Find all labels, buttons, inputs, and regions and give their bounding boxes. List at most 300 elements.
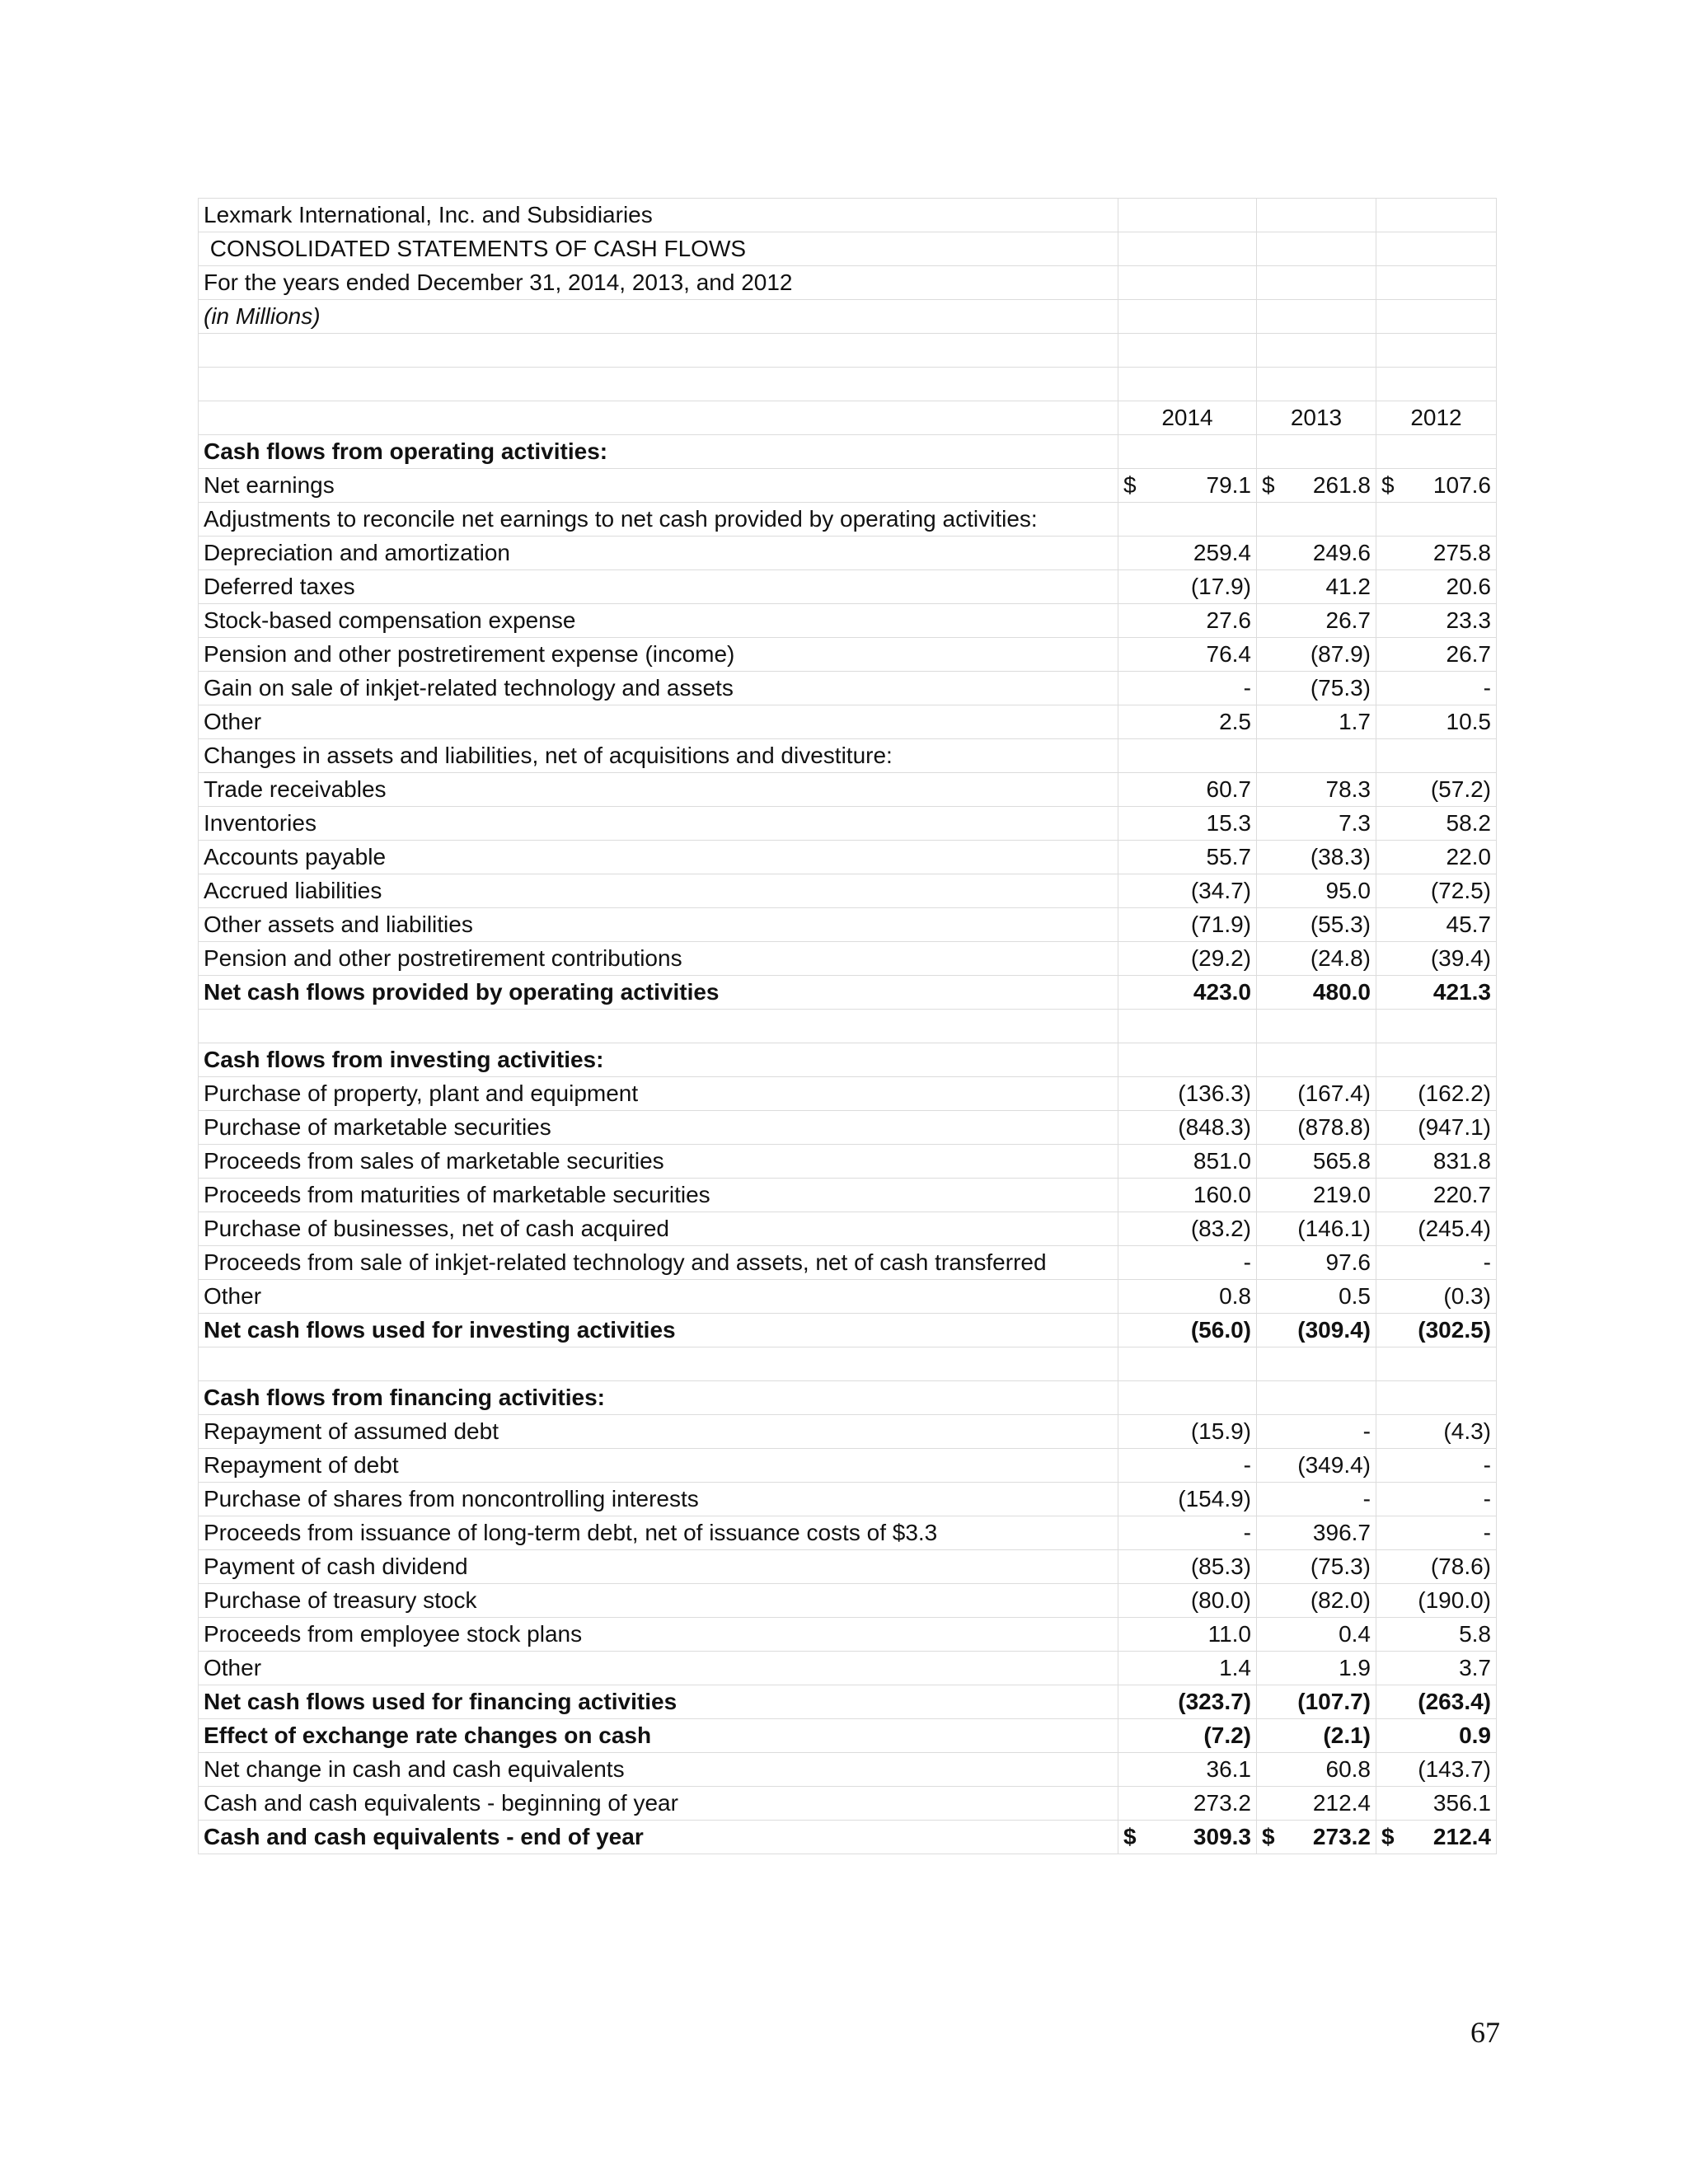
cell-value: 27.6 bbox=[1206, 607, 1251, 633]
statement-row bbox=[199, 1685, 1497, 1719]
currency-symbol: $ bbox=[1262, 1824, 1275, 1849]
statement-row bbox=[199, 807, 1497, 841]
row-label: Proceeds from issuance of long-term debt, net of issuance costs of $3.3 bbox=[199, 1516, 1118, 1550]
cell-value: 423.0 bbox=[1193, 979, 1251, 1005]
statement-body bbox=[199, 199, 1497, 1854]
cell-value: 5.8 bbox=[1459, 1621, 1491, 1647]
value-2014 bbox=[1118, 1043, 1257, 1077]
cell-value: (190.0) bbox=[1418, 1587, 1491, 1613]
value-2012 bbox=[1376, 705, 1497, 739]
cell-value: 831.8 bbox=[1432, 1148, 1491, 1174]
row-label: Net change in cash and cash equivalents bbox=[199, 1753, 1118, 1787]
statement-row bbox=[199, 638, 1497, 672]
row-label: Effect of exchange rate changes on cash bbox=[199, 1719, 1118, 1753]
cell-value: 396.7 bbox=[1312, 1520, 1371, 1545]
cell-value: 26.7 bbox=[1446, 641, 1491, 667]
value-2014 bbox=[1118, 1584, 1257, 1618]
value-2014 bbox=[1118, 1010, 1257, 1043]
value-2014 bbox=[1118, 1415, 1257, 1449]
value-2013 bbox=[1257, 1449, 1376, 1483]
value-2014 bbox=[1118, 1212, 1257, 1246]
cell-value: 95.0 bbox=[1325, 878, 1371, 903]
statement-row bbox=[199, 874, 1497, 908]
row-label: Cash flows from financing activities: bbox=[199, 1381, 1118, 1415]
statement-row bbox=[199, 739, 1497, 773]
cell-value: (87.9) bbox=[1310, 641, 1371, 667]
title-row-company bbox=[199, 199, 1497, 232]
cell-value: (34.7) bbox=[1190, 878, 1251, 903]
statement-row bbox=[199, 1787, 1497, 1821]
cell-value: 78.3 bbox=[1325, 776, 1371, 802]
cell-value: 60.8 bbox=[1325, 1756, 1371, 1782]
value-2012 bbox=[1376, 976, 1497, 1010]
value-2012 bbox=[1376, 604, 1497, 638]
cell-value: 107.6 bbox=[1432, 472, 1491, 498]
cell-value: (245.4) bbox=[1418, 1216, 1491, 1241]
row-label: Inventories bbox=[199, 807, 1118, 841]
statement-row bbox=[199, 570, 1497, 604]
cell-value: 1.4 bbox=[1219, 1655, 1251, 1680]
cell-value: (323.7) bbox=[1178, 1689, 1251, 1714]
value-2012 bbox=[1376, 570, 1497, 604]
statement-row bbox=[199, 672, 1497, 705]
value-2012 bbox=[1376, 1584, 1497, 1618]
cell-value: - bbox=[1483, 1486, 1491, 1511]
cell-value: 160.0 bbox=[1193, 1182, 1251, 1207]
value-2014 bbox=[1118, 874, 1257, 908]
value-2013 bbox=[1257, 1821, 1376, 1854]
value-2013 bbox=[1257, 1246, 1376, 1280]
currency-symbol: $ bbox=[1123, 472, 1137, 498]
cell-value: (38.3) bbox=[1310, 844, 1371, 869]
company-name: Lexmark International, Inc. and Subsidiaries bbox=[199, 199, 1118, 232]
value-2013 bbox=[1257, 1685, 1376, 1719]
value-2012 bbox=[1376, 672, 1497, 705]
statement-row bbox=[199, 908, 1497, 942]
value-2012 bbox=[1376, 739, 1497, 773]
row-label: Deferred taxes bbox=[199, 570, 1118, 604]
statement-row bbox=[199, 1516, 1497, 1550]
cell-value: 0.5 bbox=[1339, 1283, 1371, 1309]
row-label: Cash and cash equivalents - beginning of year bbox=[199, 1787, 1118, 1821]
value-2012 bbox=[1376, 537, 1497, 570]
cell-value: - bbox=[1243, 1249, 1251, 1275]
value-2013 bbox=[1257, 503, 1376, 537]
cell-value: 0.4 bbox=[1339, 1621, 1371, 1647]
value-2013 bbox=[1257, 739, 1376, 773]
row-label: Changes in assets and liabilities, net of acquisitions and divestiture: bbox=[199, 739, 1118, 773]
spacer-row bbox=[199, 1010, 1497, 1043]
statement-row bbox=[199, 1179, 1497, 1212]
value-2013 bbox=[1257, 1753, 1376, 1787]
cell-value: 76.4 bbox=[1206, 641, 1251, 667]
row-label bbox=[199, 1347, 1118, 1381]
value-2012 bbox=[1376, 638, 1497, 672]
statement-row bbox=[199, 1145, 1497, 1179]
cell-value: (83.2) bbox=[1190, 1216, 1251, 1241]
value-2012 bbox=[1376, 807, 1497, 841]
value-2014 bbox=[1118, 1483, 1257, 1516]
statement-period: For the years ended December 31, 2014, 2013, and 2012 bbox=[199, 266, 1118, 300]
value-2012 bbox=[1376, 841, 1497, 874]
cell-value: 15.3 bbox=[1206, 810, 1251, 836]
statement-row bbox=[199, 1280, 1497, 1314]
cell-value: - bbox=[1243, 1520, 1251, 1545]
row-label: Cash flows from investing activities: bbox=[199, 1043, 1118, 1077]
cell-value: (56.0) bbox=[1190, 1317, 1251, 1343]
value-2014 bbox=[1118, 1685, 1257, 1719]
cell-value: 480.0 bbox=[1312, 979, 1371, 1005]
value-2013 bbox=[1257, 1347, 1376, 1381]
row-label: Depreciation and amortization bbox=[199, 537, 1118, 570]
value-2013 bbox=[1257, 1212, 1376, 1246]
value-2013 bbox=[1257, 1550, 1376, 1584]
cell-value: - bbox=[1483, 675, 1491, 701]
cell-value: 219.0 bbox=[1312, 1182, 1371, 1207]
value-2012 bbox=[1376, 1212, 1497, 1246]
cell-value: (263.4) bbox=[1418, 1689, 1491, 1714]
cell-value: (17.9) bbox=[1190, 574, 1251, 599]
value-2012 bbox=[1376, 1381, 1497, 1415]
cell-value: 26.7 bbox=[1325, 607, 1371, 633]
value-2012 bbox=[1376, 773, 1497, 807]
row-label: Repayment of assumed debt bbox=[199, 1415, 1118, 1449]
spacer-row bbox=[199, 334, 1497, 368]
row-label: Other bbox=[199, 705, 1118, 739]
value-2013 bbox=[1257, 942, 1376, 976]
cell-value: 1.9 bbox=[1339, 1655, 1371, 1680]
statement-row bbox=[199, 1753, 1497, 1787]
cell-value: (39.4) bbox=[1430, 945, 1491, 971]
value-2013 bbox=[1257, 1483, 1376, 1516]
cell-value: (154.9) bbox=[1178, 1486, 1251, 1511]
value-2013 bbox=[1257, 1584, 1376, 1618]
value-2013 bbox=[1257, 672, 1376, 705]
value-2013 bbox=[1257, 908, 1376, 942]
statement-row bbox=[199, 705, 1497, 739]
row-label: Other bbox=[199, 1280, 1118, 1314]
row-label: Repayment of debt bbox=[199, 1449, 1118, 1483]
row-label: Trade receivables bbox=[199, 773, 1118, 807]
value-2012 bbox=[1376, 1821, 1497, 1854]
value-2012 bbox=[1376, 1043, 1497, 1077]
value-2012 bbox=[1376, 908, 1497, 942]
statement-row bbox=[199, 942, 1497, 976]
cell-value: (78.6) bbox=[1430, 1554, 1491, 1579]
value-2014 bbox=[1118, 1449, 1257, 1483]
cell-value: (349.4) bbox=[1297, 1452, 1371, 1478]
value-2014 bbox=[1118, 1652, 1257, 1685]
value-2013 bbox=[1257, 1179, 1376, 1212]
statement-row bbox=[199, 841, 1497, 874]
row-label: Pension and other postretirement expense (income) bbox=[199, 638, 1118, 672]
value-2013 bbox=[1257, 1516, 1376, 1550]
cell-value: - bbox=[1362, 1486, 1371, 1511]
value-2014 bbox=[1118, 1111, 1257, 1145]
value-2012 bbox=[1376, 1483, 1497, 1516]
value-2012 bbox=[1376, 1652, 1497, 1685]
cell-value: (146.1) bbox=[1297, 1216, 1371, 1241]
year-header-2012: 2012 bbox=[1376, 401, 1497, 435]
value-2012 bbox=[1376, 874, 1497, 908]
cell-value: (947.1) bbox=[1418, 1114, 1491, 1140]
cell-value: (162.2) bbox=[1418, 1080, 1491, 1106]
statement-row bbox=[199, 1449, 1497, 1483]
value-2012 bbox=[1376, 1179, 1497, 1212]
row-label: Cash flows from operating activities: bbox=[199, 435, 1118, 469]
row-label: Proceeds from maturities of marketable securities bbox=[199, 1179, 1118, 1212]
page-number: 67 bbox=[1470, 2016, 1500, 2049]
value-2014 bbox=[1118, 1347, 1257, 1381]
statement-row bbox=[199, 537, 1497, 570]
cell-value: 45.7 bbox=[1446, 912, 1491, 937]
cell-value: 20.6 bbox=[1446, 574, 1491, 599]
value-2013 bbox=[1257, 976, 1376, 1010]
value-2013 bbox=[1257, 435, 1376, 469]
statement-row bbox=[199, 1043, 1497, 1077]
cell-value: 565.8 bbox=[1312, 1148, 1371, 1174]
cell-value: 3.7 bbox=[1459, 1655, 1491, 1680]
currency-symbol: $ bbox=[1123, 1824, 1137, 1849]
title-row-units bbox=[199, 300, 1497, 334]
cell-value: 22.0 bbox=[1446, 844, 1491, 869]
spacer-row bbox=[199, 368, 1497, 401]
value-2014 bbox=[1118, 1246, 1257, 1280]
value-2012 bbox=[1376, 942, 1497, 976]
value-2012 bbox=[1376, 1347, 1497, 1381]
value-2013 bbox=[1257, 1719, 1376, 1753]
statement-row bbox=[199, 1381, 1497, 1415]
row-label bbox=[199, 1010, 1118, 1043]
value-2014 bbox=[1118, 1821, 1257, 1854]
value-2012 bbox=[1376, 1314, 1497, 1347]
value-2013 bbox=[1257, 1280, 1376, 1314]
title-row-statement bbox=[199, 232, 1497, 266]
value-2012 bbox=[1376, 1145, 1497, 1179]
row-label: Proceeds from sale of inkjet-related technology and assets, net of cash transferred bbox=[199, 1246, 1118, 1280]
row-label: Net cash flows used for investing activities bbox=[199, 1314, 1118, 1347]
statement-row bbox=[199, 773, 1497, 807]
value-2014 bbox=[1118, 537, 1257, 570]
cell-value: (24.8) bbox=[1310, 945, 1371, 971]
cell-value: 55.7 bbox=[1206, 844, 1251, 869]
cell-value: 79.1 bbox=[1206, 472, 1251, 498]
value-2014 bbox=[1118, 705, 1257, 739]
cell-value: 421.3 bbox=[1432, 979, 1491, 1005]
cell-value: (302.5) bbox=[1418, 1317, 1491, 1343]
cell-value: 309.3 bbox=[1193, 1824, 1251, 1849]
year-header-2013: 2013 bbox=[1257, 401, 1376, 435]
row-label: Payment of cash dividend bbox=[199, 1550, 1118, 1584]
cell-value: (2.1) bbox=[1323, 1722, 1371, 1748]
value-2012 bbox=[1376, 469, 1497, 503]
cell-value: (848.3) bbox=[1178, 1114, 1251, 1140]
row-label: Purchase of property, plant and equipment bbox=[199, 1077, 1118, 1111]
value-2014 bbox=[1118, 976, 1257, 1010]
cell-value: 273.2 bbox=[1193, 1790, 1251, 1816]
cell-value: - bbox=[1243, 675, 1251, 701]
value-2012 bbox=[1376, 1415, 1497, 1449]
cell-value: (136.3) bbox=[1178, 1080, 1251, 1106]
spacer-row bbox=[199, 1347, 1497, 1381]
value-2014 bbox=[1118, 1381, 1257, 1415]
row-label: Net earnings bbox=[199, 469, 1118, 503]
cell-value: 2.5 bbox=[1219, 709, 1251, 734]
row-label: Adjustments to reconcile net earnings to net cash provided by operating activities: bbox=[199, 503, 1118, 537]
cell-value: (107.7) bbox=[1297, 1689, 1371, 1714]
value-2014 bbox=[1118, 672, 1257, 705]
value-2012 bbox=[1376, 1010, 1497, 1043]
cash-flow-statement-table bbox=[198, 198, 1497, 1854]
value-2013 bbox=[1257, 1077, 1376, 1111]
cell-value: 212.4 bbox=[1312, 1790, 1371, 1816]
statement-row bbox=[199, 503, 1497, 537]
statement-row bbox=[199, 1618, 1497, 1652]
statement-row bbox=[199, 1111, 1497, 1145]
value-2013 bbox=[1257, 1043, 1376, 1077]
value-2013 bbox=[1257, 807, 1376, 841]
value-2013 bbox=[1257, 537, 1376, 570]
cell-value: 356.1 bbox=[1432, 1790, 1491, 1816]
row-label: Other bbox=[199, 1652, 1118, 1685]
value-2014 bbox=[1118, 773, 1257, 807]
value-2014 bbox=[1118, 1077, 1257, 1111]
value-2013 bbox=[1257, 1787, 1376, 1821]
value-2013 bbox=[1257, 705, 1376, 739]
cell-value: (4.3) bbox=[1443, 1418, 1491, 1444]
cell-value: 273.2 bbox=[1312, 1824, 1371, 1849]
cell-value: (55.3) bbox=[1310, 912, 1371, 937]
value-2013 bbox=[1257, 1652, 1376, 1685]
statement-row bbox=[199, 1415, 1497, 1449]
row-label: Net cash flows used for financing activities bbox=[199, 1685, 1118, 1719]
value-2012 bbox=[1376, 1618, 1497, 1652]
cell-value: - bbox=[1362, 1418, 1371, 1444]
cell-value: (71.9) bbox=[1190, 912, 1251, 937]
value-2012 bbox=[1376, 1449, 1497, 1483]
value-2013 bbox=[1257, 469, 1376, 503]
value-2012 bbox=[1376, 1685, 1497, 1719]
statement-row bbox=[199, 1483, 1497, 1516]
value-2012 bbox=[1376, 1787, 1497, 1821]
cell-value: (167.4) bbox=[1297, 1080, 1371, 1106]
cell-value: (82.0) bbox=[1310, 1587, 1371, 1613]
value-2012 bbox=[1376, 435, 1497, 469]
value-2013 bbox=[1257, 1145, 1376, 1179]
cell-value: 36.1 bbox=[1206, 1756, 1251, 1782]
value-2014 bbox=[1118, 435, 1257, 469]
statement-units: (in Millions) bbox=[199, 300, 1118, 334]
currency-symbol: $ bbox=[1381, 1824, 1395, 1849]
cell-value: (878.8) bbox=[1297, 1114, 1371, 1140]
row-label: Other assets and liabilities bbox=[199, 908, 1118, 942]
value-2013 bbox=[1257, 1618, 1376, 1652]
cell-value: 7.3 bbox=[1339, 810, 1371, 836]
value-2012 bbox=[1376, 503, 1497, 537]
cell-value: (309.4) bbox=[1297, 1317, 1371, 1343]
cell-value: (85.3) bbox=[1190, 1554, 1251, 1579]
value-2014 bbox=[1118, 908, 1257, 942]
cell-value: (143.7) bbox=[1418, 1756, 1491, 1782]
value-2013 bbox=[1257, 841, 1376, 874]
value-2013 bbox=[1257, 1381, 1376, 1415]
cell-value: 851.0 bbox=[1193, 1148, 1251, 1174]
value-2012 bbox=[1376, 1077, 1497, 1111]
value-2014 bbox=[1118, 1145, 1257, 1179]
cell-value: (0.3) bbox=[1443, 1283, 1491, 1309]
value-2013 bbox=[1257, 638, 1376, 672]
value-2012 bbox=[1376, 1719, 1497, 1753]
cell-value: 212.4 bbox=[1432, 1824, 1491, 1849]
value-2012 bbox=[1376, 1111, 1497, 1145]
statement-row bbox=[199, 604, 1497, 638]
value-2014 bbox=[1118, 942, 1257, 976]
value-2012 bbox=[1376, 1550, 1497, 1584]
value-2014 bbox=[1118, 1550, 1257, 1584]
row-label: Proceeds from employee stock plans bbox=[199, 1618, 1118, 1652]
title-row-period bbox=[199, 266, 1497, 300]
cell-value: 261.8 bbox=[1312, 472, 1371, 498]
value-2013 bbox=[1257, 1415, 1376, 1449]
value-2014 bbox=[1118, 1179, 1257, 1212]
statement-row bbox=[199, 1821, 1497, 1854]
value-2014 bbox=[1118, 1280, 1257, 1314]
cell-value: (75.3) bbox=[1310, 675, 1371, 701]
row-label: Stock-based compensation expense bbox=[199, 604, 1118, 638]
value-2014 bbox=[1118, 1516, 1257, 1550]
cell-value: 41.2 bbox=[1325, 574, 1371, 599]
value-2014 bbox=[1118, 604, 1257, 638]
value-2012 bbox=[1376, 1246, 1497, 1280]
statement-row bbox=[199, 1652, 1497, 1685]
value-2014 bbox=[1118, 1314, 1257, 1347]
value-2014 bbox=[1118, 1787, 1257, 1821]
cell-value: 97.6 bbox=[1325, 1249, 1371, 1275]
cell-value: 0.8 bbox=[1219, 1283, 1251, 1309]
value-2014 bbox=[1118, 503, 1257, 537]
value-2013 bbox=[1257, 1111, 1376, 1145]
cell-value: - bbox=[1243, 1452, 1251, 1478]
value-2014 bbox=[1118, 638, 1257, 672]
statement-row bbox=[199, 1550, 1497, 1584]
row-label: Proceeds from sales of marketable securities bbox=[199, 1145, 1118, 1179]
row-label: Accrued liabilities bbox=[199, 874, 1118, 908]
cell-value: 249.6 bbox=[1312, 540, 1371, 565]
statement-row bbox=[199, 1584, 1497, 1618]
year-header-row bbox=[199, 401, 1497, 435]
cell-value: (75.3) bbox=[1310, 1554, 1371, 1579]
cell-value: (80.0) bbox=[1190, 1587, 1251, 1613]
row-label: Purchase of marketable securities bbox=[199, 1111, 1118, 1145]
cell-value: (7.2) bbox=[1203, 1722, 1251, 1748]
cell-value: 11.0 bbox=[1207, 1621, 1251, 1647]
row-label: Accounts payable bbox=[199, 841, 1118, 874]
row-label: Purchase of shares from noncontrolling interests bbox=[199, 1483, 1118, 1516]
statement-row bbox=[199, 435, 1497, 469]
statement-row bbox=[199, 976, 1497, 1010]
cell-value: 1.7 bbox=[1339, 709, 1371, 734]
value-2014 bbox=[1118, 841, 1257, 874]
statement-title: CONSOLIDATED STATEMENTS OF CASH FLOWS bbox=[199, 232, 1118, 266]
cell-value: (29.2) bbox=[1190, 945, 1251, 971]
cell-value: 10.5 bbox=[1446, 709, 1491, 734]
value-2013 bbox=[1257, 874, 1376, 908]
value-2013 bbox=[1257, 1314, 1376, 1347]
statement-row bbox=[199, 1077, 1497, 1111]
row-label: Pension and other postretirement contributions bbox=[199, 942, 1118, 976]
cell-value: 23.3 bbox=[1446, 607, 1491, 633]
currency-symbol: $ bbox=[1262, 472, 1275, 498]
